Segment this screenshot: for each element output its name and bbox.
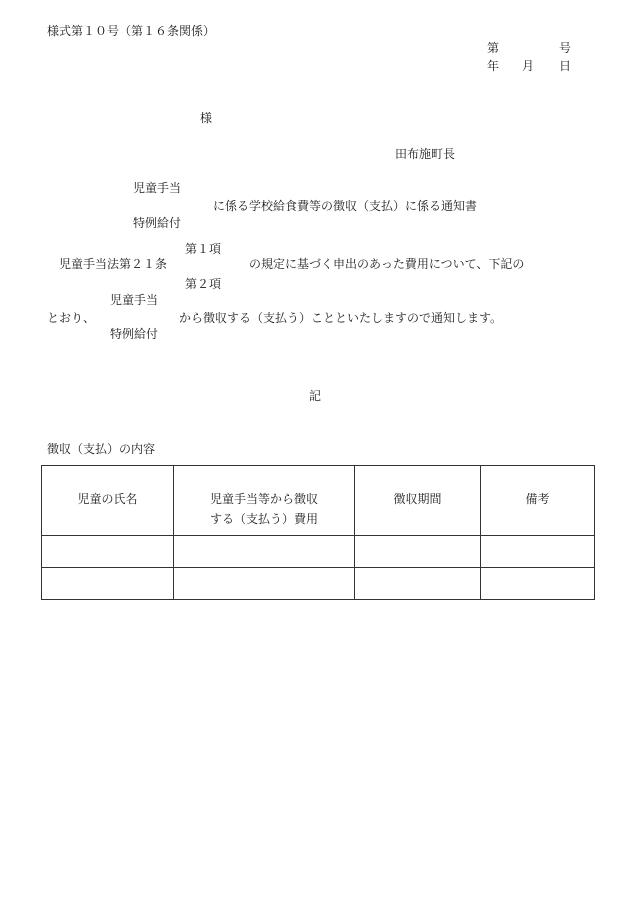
table-cell[interactable] bbox=[42, 568, 174, 600]
benefit-option-child-allowance: 児童手当 bbox=[110, 293, 159, 307]
date-month-label: 月 bbox=[522, 59, 535, 73]
title-option-child-allowance: 児童手当 bbox=[133, 181, 182, 195]
record-mark: 記 bbox=[309, 389, 322, 403]
body-sentence-1: の規定に基づく申出のあった費用について、下記の bbox=[249, 257, 525, 271]
collection-details-table bbox=[41, 465, 595, 600]
table-cell[interactable] bbox=[355, 536, 481, 568]
header-child-name: 児童の氏名 bbox=[42, 466, 174, 536]
sender-name: 田布施町長 bbox=[395, 147, 456, 161]
table-cell[interactable] bbox=[481, 536, 595, 568]
clause-option-2: 第２項 bbox=[185, 277, 222, 291]
title-option-special-benefit: 特例給付 bbox=[133, 216, 182, 230]
table-row bbox=[42, 536, 595, 568]
header-remarks: 備考 bbox=[481, 466, 595, 536]
header-collection-period: 徴収期間 bbox=[355, 466, 481, 536]
body-lead: とおり、 bbox=[47, 311, 96, 325]
section-title: 徴収（支払）の内容 bbox=[47, 442, 156, 456]
body-sentence-2: から徴収する（支払う）ことといたしますので通知します。 bbox=[179, 311, 503, 325]
addressee-honorific: 様 bbox=[200, 111, 213, 125]
law-reference: 児童手当法第２１条 bbox=[59, 257, 168, 271]
benefit-option-special-benefit: 特例給付 bbox=[110, 327, 159, 341]
document-title: に係る学校給食費等の徴収（支払）に係る通知書 bbox=[213, 199, 478, 213]
table-row bbox=[42, 568, 595, 600]
table-cell[interactable] bbox=[42, 536, 174, 568]
date-day-label: 日 bbox=[559, 59, 572, 73]
header-collection-cost: 児童手当等から徴収 する（支払う）費用 bbox=[174, 466, 355, 536]
clause-option-1: 第１項 bbox=[185, 242, 222, 256]
table-cell[interactable] bbox=[174, 536, 355, 568]
document-number-prefix: 第 bbox=[487, 41, 500, 55]
table-cell[interactable] bbox=[481, 568, 595, 600]
document-number-suffix: 号 bbox=[559, 41, 572, 55]
table-cell[interactable] bbox=[174, 568, 355, 600]
table-header-row bbox=[42, 466, 595, 536]
table-cell[interactable] bbox=[355, 568, 481, 600]
date-year-label: 年 bbox=[487, 59, 500, 73]
form-number: 様式第１０号（第１６条関係） bbox=[47, 24, 216, 38]
